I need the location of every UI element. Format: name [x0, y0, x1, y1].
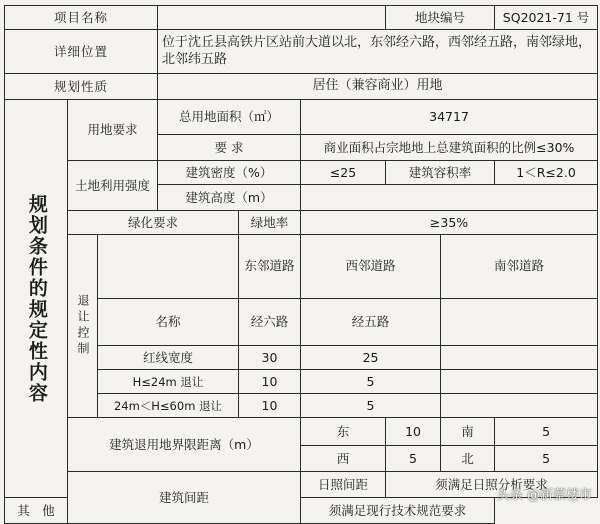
row-boundary-east-south: [5, 418, 598, 446]
requirement-value: 商业面积占宗地地上总建筑面积的比例≤30%: [301, 135, 598, 161]
density-label: 建筑密度（%）: [158, 161, 301, 185]
setback-mid-east: 10: [239, 394, 301, 418]
redline-width-west: 25: [301, 346, 441, 370]
total-area-label: 总用地面积（㎡）: [158, 100, 301, 135]
density-value: ≤25: [301, 161, 386, 185]
road-name-west: 经五路: [301, 298, 441, 346]
road-header-blank: [98, 235, 239, 299]
watermark: 头条 @新蔡楼市: [496, 488, 592, 503]
row-density: [5, 161, 598, 185]
road-name-east: 经六路: [239, 298, 301, 346]
plot-no-label: 地块编号: [386, 6, 495, 30]
height-label: 建筑高度（m）: [158, 185, 301, 211]
planning-conditions-table: [4, 5, 598, 524]
boundary-west-value: 5: [386, 446, 441, 472]
plot-no-value: SQ2021-71 号: [495, 6, 598, 30]
row-location: [5, 30, 598, 74]
boundary-north-value: 5: [495, 446, 598, 472]
location-label: 详细位置: [5, 30, 158, 74]
setback-label: 退让控制: [68, 235, 98, 418]
far-value: 1＜R≤2.0: [495, 161, 598, 185]
boundary-south-label: 南: [441, 418, 495, 446]
total-area-value: 34717: [301, 100, 598, 135]
land-use-label: 用地要求: [68, 100, 158, 161]
redline-width-south: [441, 346, 598, 370]
greening-label: 绿化要求: [68, 211, 239, 235]
setback-low-label: H≤24m 退让: [98, 370, 239, 394]
road-name-label: 名称: [98, 298, 239, 346]
boundary-south-value: 5: [495, 418, 598, 446]
height-value: [301, 185, 598, 211]
project-name-value: [158, 6, 386, 30]
redline-width-east: 30: [239, 346, 301, 370]
boundary-north-label: 北: [441, 446, 495, 472]
requirement-label: 要 求: [158, 135, 301, 161]
other-value: 须满足现行技术规范要求: [301, 498, 495, 524]
far-label: 建筑容积率: [386, 161, 495, 185]
setback-mid-south: [441, 394, 598, 418]
redline-width-label: 红线宽度: [98, 346, 239, 370]
setback-low-east: 10: [239, 370, 301, 394]
greening-rate-value: ≥35%: [301, 211, 598, 235]
row-greening: [5, 211, 598, 235]
row-road-headers: [5, 235, 598, 299]
road-name-south: [441, 298, 598, 346]
setback-mid-label: 24m＜H≤60m 退让: [98, 394, 239, 418]
boundary-label: 建筑退用地界限距离（m）: [68, 418, 301, 472]
setback-low-south: [441, 370, 598, 394]
row-total-area: [5, 100, 598, 135]
road-header-south: 南邻道路: [441, 235, 598, 299]
nature-label: 规划性质: [5, 74, 158, 100]
boundary-east-value: 10: [386, 418, 441, 446]
spacing-label: 建筑间距: [68, 472, 301, 524]
row-project-name: [5, 6, 598, 30]
greening-rate-label: 绿地率: [239, 211, 301, 235]
location-value: 位于沈丘县高铁片区站前大道以北，东邻经六路，西邻经五路，南邻绿地，北邻纬五路: [158, 30, 598, 74]
setback-low-west: 5: [301, 370, 441, 394]
other-label: 其 他: [5, 498, 68, 524]
road-header-east: 东邻道路: [239, 235, 301, 299]
row-nature: [5, 74, 598, 100]
project-name-label: 项目名称: [5, 6, 158, 30]
sunlight-label: 日照间距: [301, 472, 386, 498]
boundary-west-label: 西: [301, 446, 386, 472]
conditions-label: 规划条件的规定性内容: [5, 100, 68, 498]
boundary-east-label: 东: [301, 418, 386, 446]
intensity-label: 土地利用强度: [68, 161, 158, 211]
road-header-west: 西邻道路: [301, 235, 441, 299]
setback-mid-west: 5: [301, 394, 441, 418]
sunlight-value: 须满足日照分析要求: [386, 472, 598, 498]
nature-value: 居住（兼容商业）用地: [158, 74, 598, 100]
